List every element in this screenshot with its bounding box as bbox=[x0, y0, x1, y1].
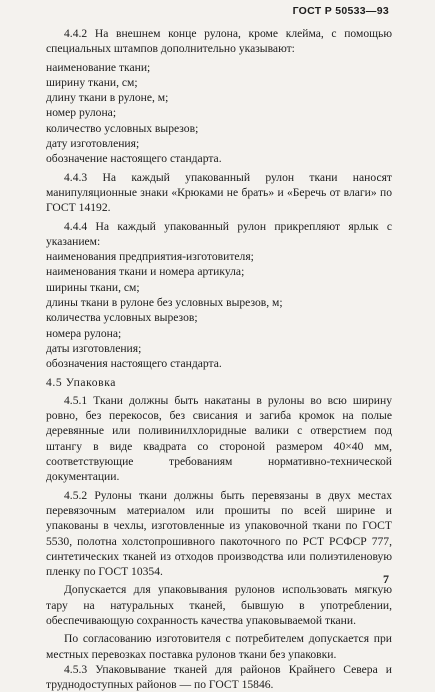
paragraph-allowance: Допускается для упаковывания рулонов использовать мягкую тару на натуральных тканей, бывшую в употреблении, обеспечивающую сохранность качества упаковываемой ткани. bbox=[46, 583, 392, 627]
list-item: количества условных вырезов; bbox=[46, 311, 198, 325]
list-item: ширины ткани, см; bbox=[46, 280, 140, 294]
list-item: ширину ткани, см; bbox=[46, 75, 138, 89]
list-item: обозначение настоящего стандарта. bbox=[46, 152, 222, 166]
list-item: длину ткани в рулоне, м; bbox=[46, 91, 169, 105]
list-item: даты изготовления; bbox=[46, 341, 142, 355]
document-body bbox=[46, 26, 392, 692]
paragraph-4-4-2: 4.4.2 На внешнем конце рулона, кроме клейма, с помощью специальных штампов дополнительно указывают: bbox=[46, 27, 392, 56]
list-item: номера рулона; bbox=[46, 326, 122, 340]
list-item: обозначения настоящего стандарта. bbox=[46, 357, 222, 371]
paragraph-4-4-4: 4.4.4 На каждый упакованный рулон прикрепляют ярлык с указанием: bbox=[46, 219, 392, 248]
paragraph-4-5-2: 4.5.2 Рулоны ткани должны быть перевязаны в двух местах перевязочным материалом или прошиты по всей ширине и упакованы в чехлы, изготовленные из упаковочной ткани по ГОСТ 5530, полотна холстопрошивного пакоточного по РСТ РСФСР 777, синтетических тканей из отходов производства или полиэтиленовую пленку по ГОСТ 10354. bbox=[46, 488, 392, 579]
list-4-4-4 bbox=[46, 249, 392, 371]
list-item: номер рулона; bbox=[46, 106, 117, 120]
list-item: длины ткани в рулоне без условных вырезов, м; bbox=[46, 296, 283, 310]
list-item: наименования предприятия-изготовителя; bbox=[46, 250, 254, 264]
list-item: дату изготовления; bbox=[46, 137, 140, 151]
page-number: 7 bbox=[383, 572, 389, 586]
list-item: наименования ткани и номера артикула; bbox=[46, 265, 245, 279]
list-4-4-2 bbox=[46, 60, 392, 167]
paragraph-4-4-3: 4.4.3 На каждый упакованный рулон ткани наносят манипуляционные знаки «Крюками не брать» и «Беречь от влаги» по ГОСТ 14192. bbox=[46, 170, 392, 215]
page-header: ГОСТ Р 50533—93 bbox=[292, 5, 389, 17]
list-item: наименование ткани; bbox=[46, 60, 151, 74]
paragraph-agreement: По согласованию изготовителя с потребителем допускается при местных перевозках поставка рулонов ткани без упаковки. bbox=[46, 632, 392, 661]
section-title-4-5: 4.5 Упаковка bbox=[46, 375, 117, 389]
paragraph-4-5-1: 4.5.1 Ткани должны быть накатаны в рулоны во всю ширину ровно, без перекосов, без свисания и загиба кромок на полые деревянные или поливинилхлоридные валики с отверстием под штангу в виде квадрата со стороной размером 40×40 мм, соответствующие требованиям нормативно-технической документации. bbox=[46, 393, 392, 484]
list-item: количество условных вырезов; bbox=[46, 121, 199, 135]
paragraph-4-5-3: 4.5.3 Упаковывание тканей для районов Крайнего Севера и труднодоступных районов — по ГОСТ 15846. bbox=[46, 662, 392, 692]
